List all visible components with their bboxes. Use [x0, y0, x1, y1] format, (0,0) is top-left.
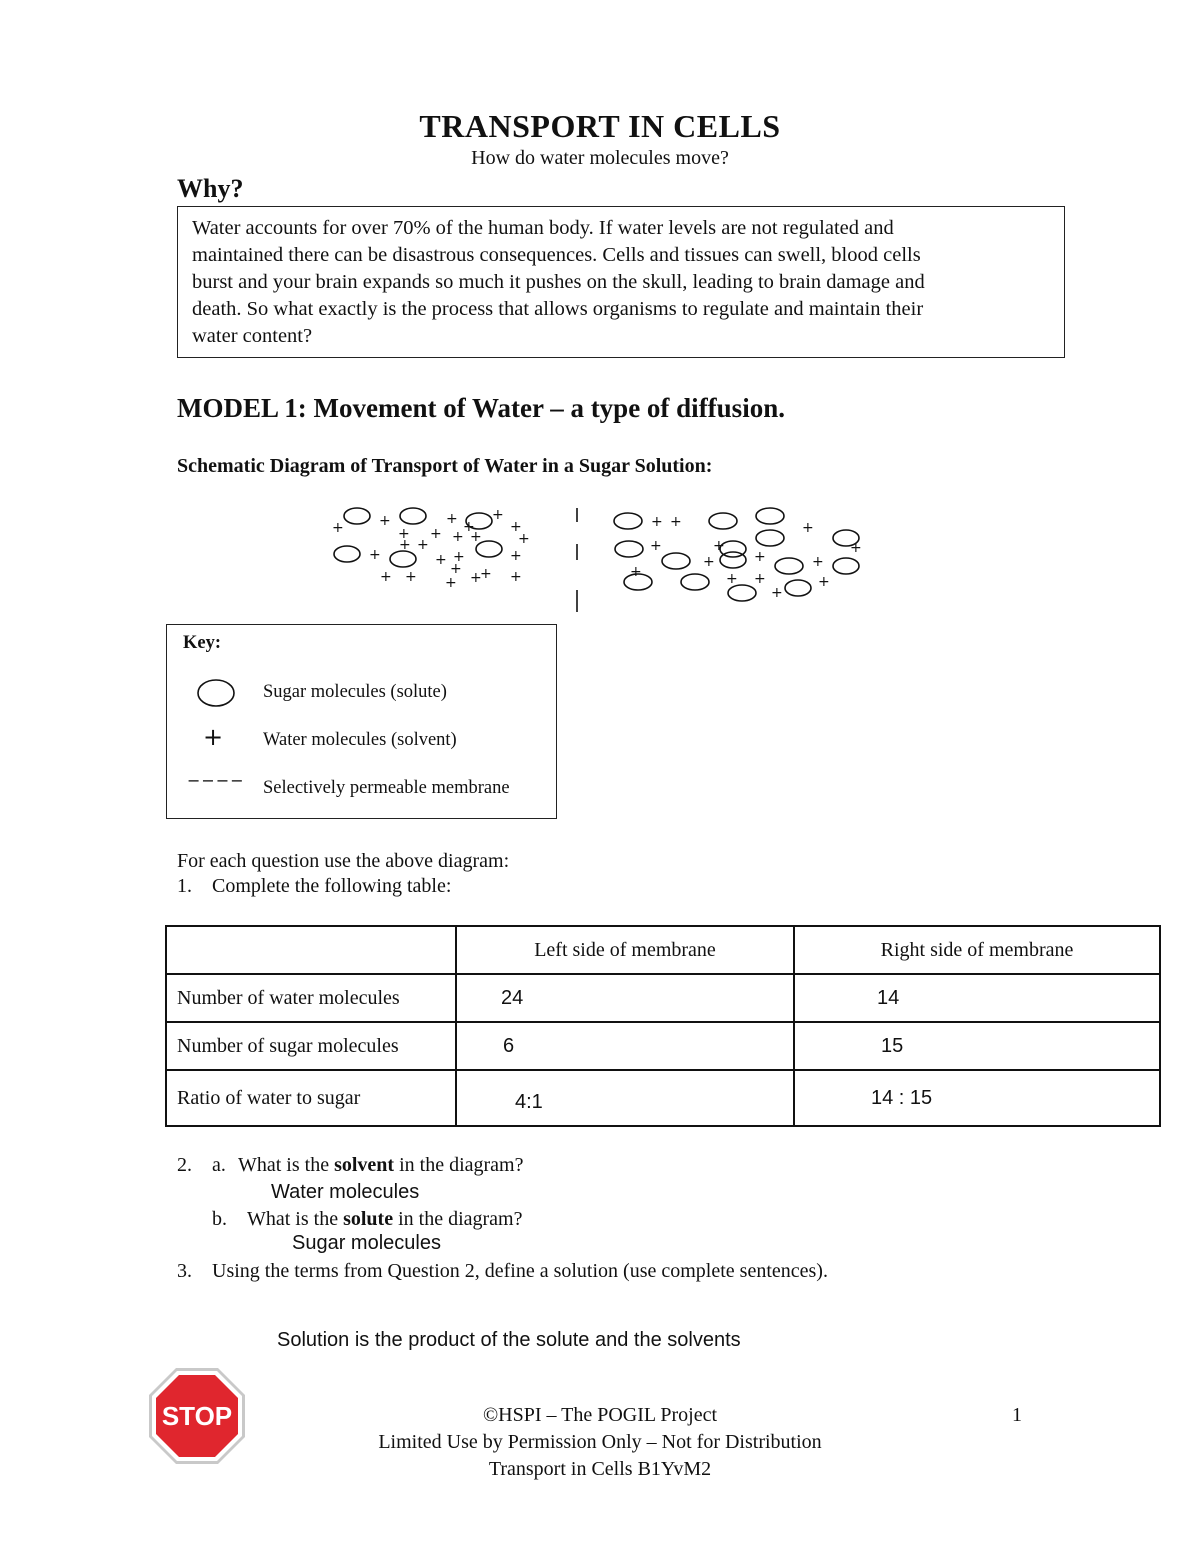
question-2a-post: in the diagram? [394, 1154, 524, 1176]
svg-text:+: + [470, 529, 482, 545]
table-header-cell: Right side of membrane [794, 926, 1160, 974]
footer-copyright: ©HSPI – The POGIL Project [482, 1404, 718, 1426]
svg-text:+: + [518, 531, 530, 547]
question-2a-bold: solvent [334, 1154, 395, 1176]
svg-text:+: + [651, 514, 663, 530]
page-title: TRANSPORT IN CELLS [419, 108, 781, 144]
key-heading: Key: [183, 633, 222, 653]
svg-text:+: + [450, 561, 462, 577]
table-row [166, 974, 1160, 1022]
svg-text:+: + [332, 520, 344, 536]
water-molecule-icon: + [203, 723, 224, 751]
question-2a-pre: What is the [238, 1154, 335, 1176]
table-header-cell [166, 926, 456, 974]
svg-text:+: + [818, 574, 830, 590]
answer-2a[interactable]: Water molecules [271, 1181, 420, 1203]
svg-text:+: + [369, 547, 381, 563]
table-cell-left[interactable]: 24 [456, 974, 794, 1022]
why-line: death. So what exactly is the process that allows organisms to regulate and maintain their [192, 298, 924, 320]
water-molecules-left [332, 507, 530, 591]
why-line: maintained there can be disastrous consequences. Cells and tissues can swell, blood cells [192, 244, 921, 266]
answer-3[interactable]: Solution is the product of the solute and the solvents [277, 1329, 741, 1351]
svg-text:+: + [380, 569, 392, 585]
svg-text:+: + [771, 585, 783, 601]
svg-text:+: + [446, 511, 458, 527]
svg-text:+: + [480, 566, 492, 582]
svg-text:+: + [510, 519, 522, 535]
table-header-row [166, 926, 1160, 974]
table-row-label: Number of sugar molecules [166, 1022, 456, 1070]
svg-text:+: + [726, 571, 738, 587]
answer-2b[interactable]: Sugar molecules [292, 1232, 441, 1254]
transport-diagram [320, 500, 880, 620]
svg-text:+: + [405, 569, 417, 585]
footer-doc-id: Transport in Cells B1YvM2 [488, 1458, 712, 1480]
table-row-label: Ratio of water to sugar [166, 1070, 456, 1126]
svg-text:+: + [670, 514, 682, 530]
svg-text:+: + [430, 526, 442, 542]
question-1-number: 1. [177, 875, 192, 897]
question-1-text: Complete the following table: [212, 875, 452, 897]
svg-text:+: + [445, 575, 457, 591]
table-row [166, 1070, 1160, 1126]
svg-text:+: + [453, 549, 465, 565]
question-2b-text [247, 1208, 523, 1231]
svg-text:+: + [510, 548, 522, 564]
diagram-title: Schematic Diagram of Transport of Water in a Sugar Solution: [177, 455, 713, 477]
svg-text:+: + [703, 554, 715, 570]
why-text-box [177, 206, 1065, 358]
svg-text:+: + [713, 538, 725, 554]
question-3-text: Using the terms from Question 2, define a solution (use complete sentences). [212, 1260, 828, 1282]
why-line: water content? [192, 325, 313, 347]
table-cell-right[interactable]: 14 [794, 974, 1160, 1022]
key-box [166, 624, 557, 819]
question-2a-letter: a. [212, 1154, 226, 1176]
svg-text:+: + [398, 526, 410, 542]
question-2b-letter: b. [212, 1208, 227, 1230]
svg-text:+: + [754, 571, 766, 587]
data-table [165, 925, 1161, 1127]
model-title: MODEL 1: Movement of Water – a type of diffusion. [177, 393, 785, 423]
why-line: burst and your brain expands so much it pushes on the skull, leading to brain damage and [192, 271, 925, 293]
table-cell-right[interactable]: 14 : 15 [794, 1070, 1160, 1126]
membrane-icon: −−−− [187, 771, 245, 790]
key-sugar-label: Sugar molecules (solute) [263, 682, 447, 702]
stop-sign-text: STOP [161, 1401, 233, 1431]
instructions: For each question use the above diagram: [177, 850, 510, 872]
svg-text:+: + [379, 513, 391, 529]
table-cell-left[interactable]: 4:1 [456, 1070, 794, 1126]
svg-text:+: + [850, 540, 862, 556]
table-cell-right[interactable]: 15 [794, 1022, 1160, 1070]
svg-text:+: + [452, 529, 464, 545]
question-2a-text [238, 1154, 524, 1177]
why-line: Water accounts for over 70% of the human body. If water levels are not regulated and [192, 217, 894, 239]
why-heading: Why? [177, 174, 244, 203]
question-2-number: 2. [177, 1154, 192, 1176]
page-number: 1 [1012, 1404, 1022, 1426]
footer-license: Limited Use by Permission Only – Not for Distribution [378, 1431, 822, 1453]
question-2b-bold: solute [343, 1208, 394, 1230]
table-header-cell: Left side of membrane [456, 926, 794, 974]
svg-text:+: + [802, 520, 814, 536]
svg-text:+: + [435, 552, 447, 568]
svg-text:+: + [463, 519, 475, 535]
svg-text:+: + [812, 554, 824, 570]
svg-text:+: + [630, 564, 642, 580]
table-cell-left[interactable]: 6 [456, 1022, 794, 1070]
question-2b-pre: What is the [247, 1208, 344, 1230]
key-membrane-label: Selectively permeable membrane [263, 778, 510, 798]
svg-text:+: + [754, 549, 766, 565]
table-row [166, 1022, 1160, 1070]
question-2b-post: in the diagram? [393, 1208, 523, 1230]
svg-text:+: + [650, 538, 662, 554]
table-row-label: Number of water molecules [166, 974, 456, 1022]
question-3-number: 3. [177, 1260, 192, 1282]
svg-text:+: + [417, 537, 429, 553]
key-water-label: Water molecules (solvent) [263, 730, 457, 750]
page-subtitle: How do water molecules move? [471, 147, 729, 169]
svg-text:+: + [492, 507, 504, 523]
sugar-molecule-icon [195, 677, 237, 709]
svg-text:+: + [510, 569, 522, 585]
svg-text:+: + [399, 537, 411, 553]
svg-text:+: + [470, 570, 482, 586]
